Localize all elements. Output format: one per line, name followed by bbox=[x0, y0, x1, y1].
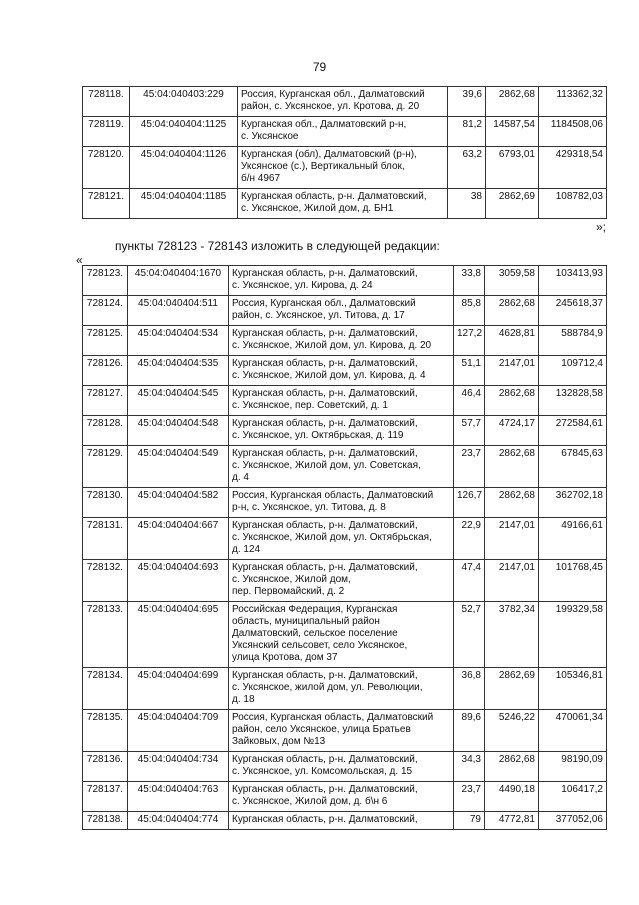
area-cell: 22,9 bbox=[454, 518, 485, 560]
price-cell: 2862,68 bbox=[486, 87, 539, 117]
table-row bbox=[83, 446, 607, 488]
instruction-text: пункты 728123 - 728143 изложить в следующей редакции: bbox=[115, 239, 440, 253]
record-number-cell: 728124. bbox=[83, 296, 128, 326]
address-line: Курганская область, р-н. Далматовский, bbox=[232, 448, 418, 459]
total-cell: 470061,34 bbox=[539, 710, 607, 752]
total-cell: 272584,61 bbox=[539, 416, 607, 446]
record-number-cell: 728127. bbox=[83, 386, 128, 416]
address-line: с. Уксянское, пер. Советский, д. 1 bbox=[232, 400, 388, 411]
cadastral-number-cell: 45:04:040404:709 bbox=[128, 710, 229, 752]
price-cell: 2862,68 bbox=[485, 446, 539, 488]
cadastral-number-cell: 45:04:040404:774 bbox=[128, 812, 229, 830]
table-row bbox=[83, 710, 607, 752]
address-cell bbox=[229, 710, 454, 752]
address-cell bbox=[229, 602, 454, 668]
cadastral-number-cell: 45:04:040403:229 bbox=[130, 87, 238, 117]
price-cell: 6793,01 bbox=[486, 147, 539, 189]
address-line: б/н 4967 bbox=[241, 173, 281, 184]
area-cell: 46,4 bbox=[454, 386, 485, 416]
cadastral-number-cell: 45:04:040404:534 bbox=[128, 326, 229, 356]
record-number-cell: 728134. bbox=[83, 668, 128, 710]
total-cell: 132828,58 bbox=[539, 386, 607, 416]
address-cell bbox=[229, 560, 454, 602]
address-cell bbox=[229, 812, 454, 830]
area-cell: 33,8 bbox=[454, 266, 485, 296]
total-cell: 1184508,06 bbox=[539, 117, 607, 147]
address-line: с. Уксянское bbox=[241, 131, 299, 142]
cadastral-number-cell: 45:04:040404:693 bbox=[128, 560, 229, 602]
area-cell: 23,7 bbox=[454, 782, 485, 812]
area-cell: 23,7 bbox=[454, 446, 485, 488]
table-row bbox=[83, 668, 607, 710]
cadastral-number-cell: 45:04:040404:1126 bbox=[130, 147, 238, 189]
address-line: улица Кротова, дом 37 bbox=[232, 652, 338, 663]
address-line: Далматовский, сельское поселение bbox=[232, 628, 398, 639]
price-cell: 2147,01 bbox=[485, 518, 539, 560]
address-line: с. Уксянское, жилой дом, ул. Революции, bbox=[232, 682, 423, 693]
area-cell: 57,7 bbox=[454, 416, 485, 446]
table-row bbox=[83, 87, 607, 117]
total-cell: 101768,45 bbox=[539, 560, 607, 602]
cadastral-number-cell: 45:04:040404:548 bbox=[128, 416, 229, 446]
address-cell bbox=[229, 668, 454, 710]
total-cell: 109712,4 bbox=[539, 356, 607, 386]
price-cell: 4772,81 bbox=[485, 812, 539, 830]
address-cell bbox=[238, 87, 448, 117]
total-cell: 103413,93 bbox=[539, 266, 607, 296]
address-line: с. Уксянское, Жилой дом, ул. Кирова, д. 4 bbox=[232, 370, 426, 381]
table-row bbox=[83, 117, 607, 147]
address-line: Курганская область, р-н. Далматовский, bbox=[232, 418, 418, 429]
address-cell bbox=[229, 356, 454, 386]
price-cell: 2147,01 bbox=[485, 356, 539, 386]
record-number-cell: 728119. bbox=[83, 117, 130, 147]
table-row bbox=[83, 782, 607, 812]
area-cell: 127,2 bbox=[454, 326, 485, 356]
address-line: Курганская область, р-н. Далматовский, bbox=[232, 814, 418, 825]
table-row bbox=[83, 416, 607, 446]
address-cell bbox=[229, 326, 454, 356]
address-line: Россия, Курганская обл., Далматовский bbox=[232, 298, 416, 309]
record-number-cell: 728128. bbox=[83, 416, 128, 446]
area-cell: 34,3 bbox=[454, 752, 485, 782]
address-line: с. Уксянское, Жилой дом, ул. Октябрьская, bbox=[232, 532, 432, 543]
price-cell: 2862,69 bbox=[486, 189, 539, 219]
address-line: район, с. Уксянское, ул. Титова, д. 17 bbox=[232, 310, 405, 321]
table-row bbox=[83, 488, 607, 518]
table-row bbox=[83, 518, 607, 560]
total-cell: 98190,09 bbox=[539, 752, 607, 782]
area-cell: 52,7 bbox=[454, 602, 485, 668]
record-number-cell: 728130. bbox=[83, 488, 128, 518]
record-number-cell: 728132. bbox=[83, 560, 128, 602]
address-line: с. Уксянское, Жилой дом, д. б\н 6 bbox=[232, 796, 388, 807]
price-cell: 14587,54 bbox=[486, 117, 539, 147]
address-line: Российская Федерация, Курганская bbox=[232, 604, 398, 615]
address-line: д. 18 bbox=[232, 694, 255, 705]
cadastral-number-cell: 45:04:040404:763 bbox=[128, 782, 229, 812]
address-line: д. 4 bbox=[232, 472, 249, 483]
total-cell: 67845,63 bbox=[539, 446, 607, 488]
total-cell: 105346,81 bbox=[539, 668, 607, 710]
price-cell: 4490,18 bbox=[485, 782, 539, 812]
price-cell: 4724,17 bbox=[485, 416, 539, 446]
address-line: Курганская область, р-н. Далматовский, bbox=[232, 754, 418, 765]
table-row bbox=[83, 296, 607, 326]
area-cell: 47,4 bbox=[454, 560, 485, 602]
record-number-cell: 728129. bbox=[83, 446, 128, 488]
table-row bbox=[83, 560, 607, 602]
record-number-cell: 728136. bbox=[83, 752, 128, 782]
address-line: с. Уксянское, Жилой дом, ул. Кирова, д. 20 bbox=[232, 340, 432, 351]
address-line: Курганская область, р-н. Далматовский, bbox=[241, 191, 427, 202]
table-row bbox=[83, 602, 607, 668]
address-line: область, муниципальный район bbox=[232, 616, 380, 627]
address-line: с. Уксянское, ул. Октябрьская, д. 119 bbox=[232, 430, 404, 441]
table-row bbox=[83, 752, 607, 782]
address-line: Курганская область, р-н. Далматовский, bbox=[232, 670, 418, 681]
address-line: Курганская область, р-н. Далматовский, bbox=[232, 388, 418, 399]
area-cell: 85,8 bbox=[454, 296, 485, 326]
price-cell: 2862,68 bbox=[485, 752, 539, 782]
cadastral-number-cell: 45:04:040404:1185 bbox=[130, 189, 238, 219]
record-number-cell: 728120. bbox=[83, 147, 130, 189]
cadastral-number-cell: 45:04:040404:511 bbox=[128, 296, 229, 326]
price-cell: 2862,68 bbox=[485, 488, 539, 518]
address-line: район, с. Уксянское, ул. Кротова, д. 20 bbox=[241, 101, 420, 112]
property-table-main bbox=[82, 265, 607, 830]
total-cell: 108782,03 bbox=[539, 189, 607, 219]
area-cell: 89,6 bbox=[454, 710, 485, 752]
cadastral-number-cell: 45:04:040404:695 bbox=[128, 602, 229, 668]
price-cell: 3782,34 bbox=[485, 602, 539, 668]
address-cell bbox=[229, 488, 454, 518]
record-number-cell: 728135. bbox=[83, 710, 128, 752]
table-row bbox=[83, 266, 607, 296]
area-cell: 51,1 bbox=[454, 356, 485, 386]
table-row bbox=[83, 386, 607, 416]
address-line: пер. Первомайский, д. 2 bbox=[232, 586, 345, 597]
area-cell: 39,6 bbox=[448, 87, 486, 117]
total-cell: 429318,54 bbox=[539, 147, 607, 189]
area-cell: 79 bbox=[454, 812, 485, 830]
address-cell bbox=[238, 189, 448, 219]
price-cell: 3059,58 bbox=[485, 266, 539, 296]
record-number-cell: 728123. bbox=[83, 266, 128, 296]
cadastral-number-cell: 45:04:040404:667 bbox=[128, 518, 229, 560]
cadastral-number-cell: 45:04:040404:1670 bbox=[128, 266, 229, 296]
address-line: с. Уксянское, Жилой дом, bbox=[232, 574, 351, 585]
closing-quote: »; bbox=[596, 220, 607, 234]
address-cell bbox=[229, 416, 454, 446]
cadastral-number-cell: 45:04:040404:582 bbox=[128, 488, 229, 518]
property-table-top bbox=[82, 86, 607, 219]
cadastral-number-cell: 45:04:040404:545 bbox=[128, 386, 229, 416]
address-line: с. Уксянское, ул. Комсомольская, д. 15 bbox=[232, 766, 413, 777]
address-line: Курганская область, р-н. Далматовский, bbox=[232, 358, 418, 369]
address-cell bbox=[229, 296, 454, 326]
address-line: Россия, Курганская область, Далматовский bbox=[232, 712, 434, 723]
price-cell: 4628,81 bbox=[485, 326, 539, 356]
total-cell: 362702,18 bbox=[539, 488, 607, 518]
cadastral-number-cell: 45:04:040404:734 bbox=[128, 752, 229, 782]
area-cell: 63,2 bbox=[448, 147, 486, 189]
price-cell: 2862,68 bbox=[485, 296, 539, 326]
record-number-cell: 728121. bbox=[83, 189, 130, 219]
price-cell: 5246,22 bbox=[485, 710, 539, 752]
address-line: Зайковых, дом №13 bbox=[232, 736, 326, 747]
address-line: Уксянский сельсовет, село Уксянское, bbox=[232, 640, 408, 651]
address-line: район, село Уксянское, улица Братьев bbox=[232, 724, 411, 735]
address-cell bbox=[238, 147, 448, 189]
area-cell: 38 bbox=[448, 189, 486, 219]
price-cell: 2147,01 bbox=[485, 560, 539, 602]
record-number-cell: 728125. bbox=[83, 326, 128, 356]
table-row bbox=[83, 356, 607, 386]
record-number-cell: 728137. bbox=[83, 782, 128, 812]
price-cell: 2862,69 bbox=[485, 668, 539, 710]
total-cell: 245618,37 bbox=[539, 296, 607, 326]
address-line: с. Уксянское, ул. Кирова, д. 24 bbox=[232, 280, 373, 291]
cadastral-number-cell: 45:04:040404:699 bbox=[128, 668, 229, 710]
address-cell bbox=[229, 782, 454, 812]
cadastral-number-cell: 45:04:040404:535 bbox=[128, 356, 229, 386]
address-line: с. Уксянское, Жилой дом, д. БН1 bbox=[241, 203, 394, 214]
address-cell bbox=[229, 266, 454, 296]
area-cell: 81,2 bbox=[448, 117, 486, 147]
total-cell: 199329,58 bbox=[539, 602, 607, 668]
address-line: Курганская область, р-н. Далматовский, bbox=[232, 328, 418, 339]
record-number-cell: 728126. bbox=[83, 356, 128, 386]
table-row bbox=[83, 812, 607, 830]
address-cell bbox=[229, 386, 454, 416]
address-line: Уксянское (с.), Вертикальный блок, bbox=[241, 161, 405, 172]
address-line: Курганская область, р-н. Далматовский, bbox=[232, 784, 418, 795]
total-cell: 113362,32 bbox=[539, 87, 607, 117]
record-number-cell: 728131. bbox=[83, 518, 128, 560]
address-line: с. Уксянское, Жилой дом, ул. Советская, bbox=[232, 460, 421, 471]
address-cell bbox=[238, 117, 448, 147]
cadastral-number-cell: 45:04:040404:1125 bbox=[130, 117, 238, 147]
total-cell: 106417,2 bbox=[539, 782, 607, 812]
record-number-cell: 728133. bbox=[83, 602, 128, 668]
record-number-cell: 728138. bbox=[83, 812, 128, 830]
address-line: д. 124 bbox=[232, 544, 261, 555]
address-line: р-н, с. Уксянское, ул. Титова, д. 8 bbox=[232, 502, 386, 513]
address-line: Курганская область, р-н. Далматовский, bbox=[232, 520, 418, 531]
table-row bbox=[83, 147, 607, 189]
price-cell: 2862,68 bbox=[485, 386, 539, 416]
address-cell bbox=[229, 752, 454, 782]
opening-quote: « bbox=[76, 253, 83, 267]
total-cell: 588784,9 bbox=[539, 326, 607, 356]
area-cell: 126,7 bbox=[454, 488, 485, 518]
address-line: Россия, Курганская область, Далматовский bbox=[232, 490, 434, 501]
address-line: Курганская обл., Далматовский р-н, bbox=[241, 119, 407, 130]
address-line: Россия, Курганская обл., Далматовский bbox=[241, 89, 425, 100]
record-number-cell: 728118. bbox=[83, 87, 130, 117]
address-line: Курганская (обл), Далматовский (р-н), bbox=[241, 149, 417, 160]
address-line: Курганская область, р-н. Далматовский, bbox=[232, 268, 418, 279]
page-number: 79 bbox=[312, 60, 327, 74]
address-cell bbox=[229, 518, 454, 560]
table-row bbox=[83, 326, 607, 356]
total-cell: 49166,61 bbox=[539, 518, 607, 560]
address-line: Курганская область, р-н. Далматовский, bbox=[232, 562, 418, 573]
address-cell bbox=[229, 446, 454, 488]
area-cell: 36,8 bbox=[454, 668, 485, 710]
table-row bbox=[83, 189, 607, 219]
total-cell: 377052,06 bbox=[539, 812, 607, 830]
cadastral-number-cell: 45:04:040404:549 bbox=[128, 446, 229, 488]
